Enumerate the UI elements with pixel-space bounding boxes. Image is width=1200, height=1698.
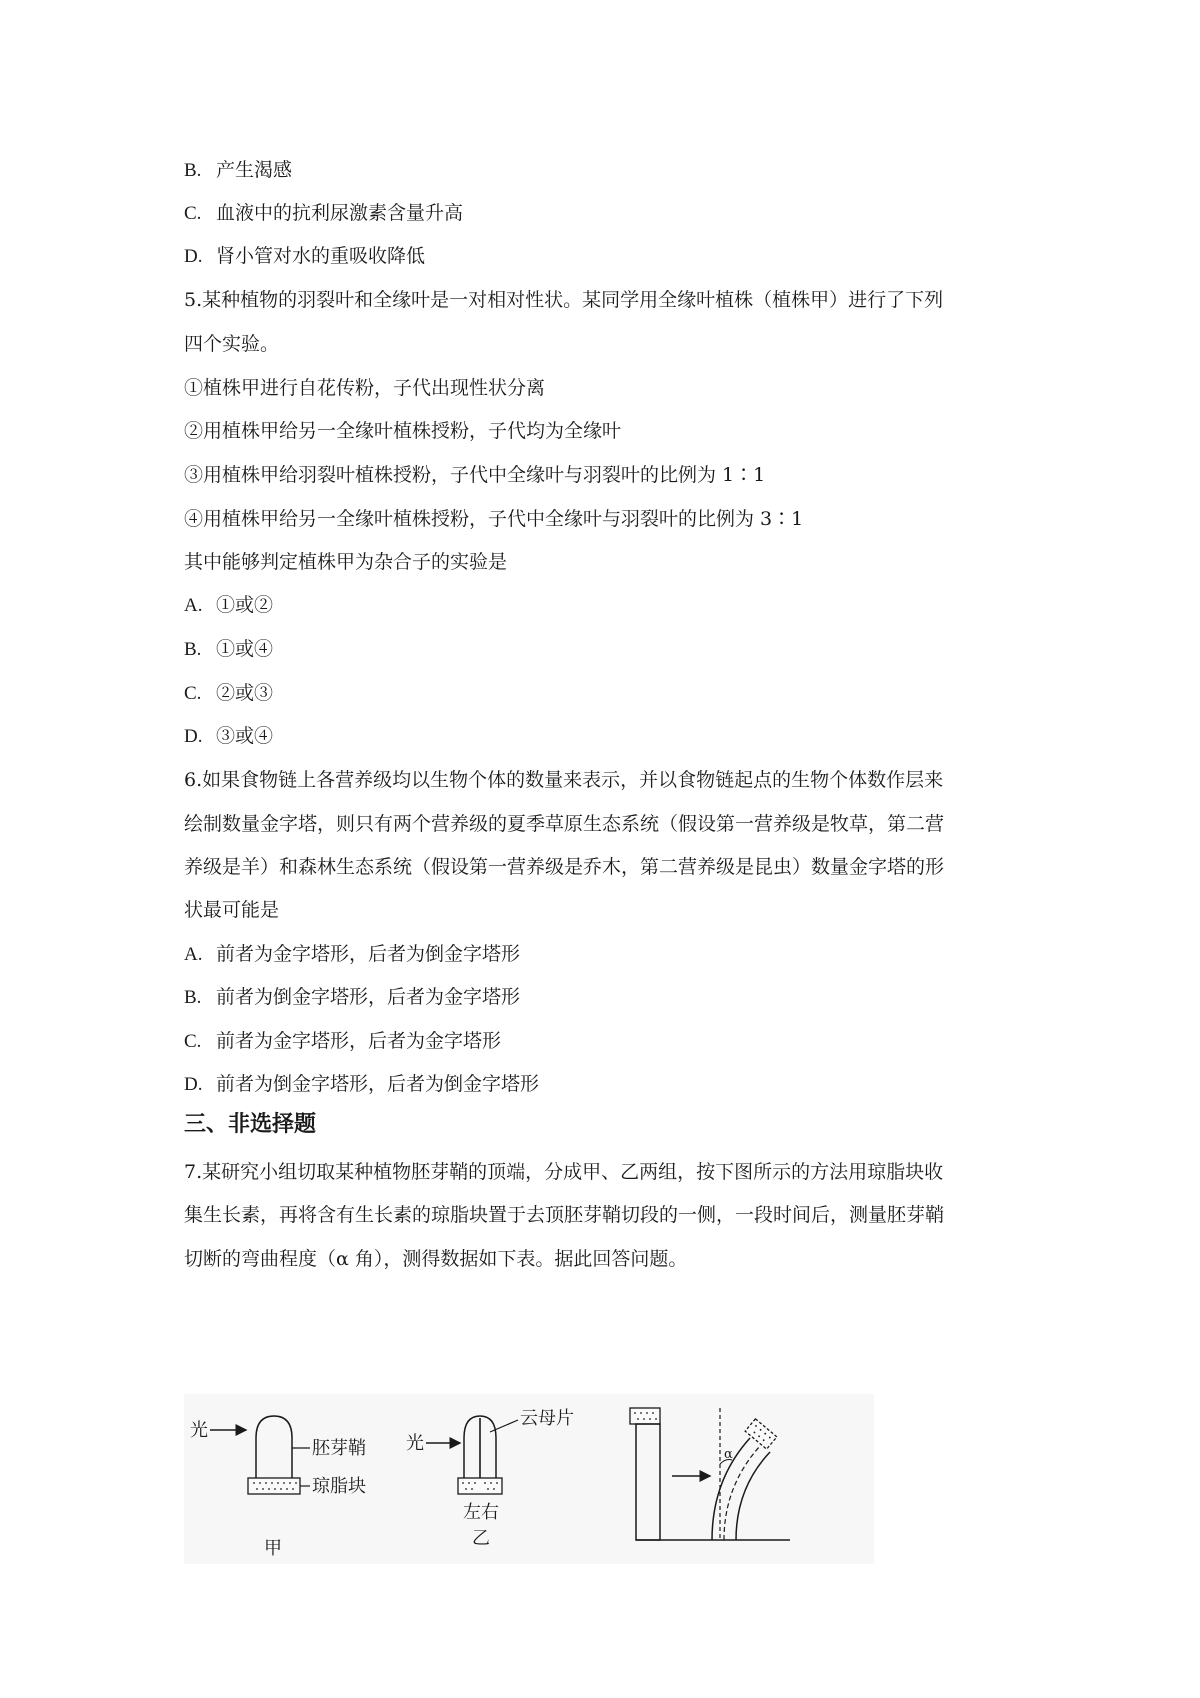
q7-stem-line2: 集生长素，再将含有生长素的琼脂块置于去顶胚芽鞘切段的一侧，一段时间后，测量胚芽鞘 [184, 1204, 945, 1226]
option-text: 前者为倒金字塔形，后者为倒金字塔形 [216, 1073, 540, 1095]
q6-option-d [184, 1071, 539, 1098]
option-letter: C. [184, 683, 202, 704]
q5-question: 其中能够判定植株甲为杂合子的实验是 [184, 551, 508, 573]
caption-a: 甲 [264, 1538, 282, 1559]
q5-option-c [184, 680, 273, 707]
section-title: 三、非选择题 [184, 1112, 317, 1137]
option-letter: B. [184, 639, 202, 660]
option-letter: A. [184, 944, 203, 965]
coleoptile-tip-a [256, 1416, 292, 1478]
q6-option-c [184, 1028, 501, 1055]
option-letter: B. [184, 987, 202, 1008]
option-text: 肾小管对水的重吸收降低 [216, 245, 426, 267]
label-mica: 云母片 [520, 1408, 574, 1429]
option-letter: A. [184, 595, 203, 616]
decapitated-segment [636, 1424, 660, 1540]
q5-experiment-4: ④用植株甲给另一全缘叶植株授粉，子代中全缘叶与羽裂叶的比例为 3∶1 [184, 508, 804, 530]
alpha-label: α [724, 1447, 733, 1462]
q6-option-a [184, 941, 520, 968]
q6-stem-line3: 养级是羊）和森林生态系统（假设第一营养级是乔木，第二营养级是昆虫）数量金字塔的形 [184, 856, 945, 878]
experiment-diagram [184, 1394, 874, 1564]
option-text: 前者为金字塔形，后者为金字塔形 [216, 1030, 502, 1052]
q6-stem-line4: 状最可能是 [184, 899, 280, 921]
q5-stem-line1: 5.某种植物的羽裂叶和全缘叶是一对相对性状。某同学用全缘叶植株（植株甲）进行了下列 [184, 289, 944, 311]
option-text: 产生渴感 [216, 159, 293, 181]
option-letter: B. [184, 160, 202, 181]
q4-option-d [184, 243, 425, 270]
q4-option-b [184, 157, 292, 184]
q5-option-b [184, 636, 273, 663]
caption-b: 乙 [472, 1528, 490, 1549]
option-text: ①或② [216, 594, 274, 616]
q5-option-a [184, 592, 273, 619]
option-letter: D. [184, 1074, 203, 1095]
q6-stem-line2: 绘制数量金字塔，则只有两个营养级的夏季草原生态系统（假设第一营养级是牧草，第二营 [184, 813, 945, 835]
bent-segment-right [736, 1452, 770, 1540]
q6-option-b [184, 984, 520, 1011]
label-agar: 琼脂块 [312, 1476, 366, 1497]
label-left-right: 左右 [463, 1502, 499, 1523]
agar-block-top [630, 1408, 660, 1424]
option-text: ③或④ [216, 725, 274, 747]
experiment-figure [184, 1394, 874, 1564]
q6-stem-line1: 6.如果食物链上各营养级均以生物个体的数量来表示，并以食物链起点的生物个体数作层来 [184, 769, 944, 791]
light-label-b: 光 [406, 1433, 424, 1454]
option-text: 前者为倒金字塔形，后者为金字塔形 [216, 986, 521, 1008]
q4-option-c [184, 200, 463, 227]
q5-experiment-1: ①植株甲进行自花传粉，子代出现性状分离 [184, 377, 546, 399]
option-text: 前者为金字塔形，后者为倒金字塔形 [216, 943, 521, 965]
agar-block-b [458, 1478, 502, 1494]
q7-stem-line3: 切断的弯曲程度（α 角），测得数据如下表。据此回答问题。 [184, 1248, 688, 1270]
option-text: ②或③ [216, 682, 274, 704]
q7-stem-line1: 7.某研究小组切取某种植物胚芽鞘的顶端，分成甲、乙两组，按下图所示的方法用琼脂块收 [184, 1161, 944, 1183]
q5-experiment-3: ③用植株甲给羽裂叶植株授粉，子代中全缘叶与羽裂叶的比例为 1∶1 [184, 464, 766, 486]
q5-experiment-2: ②用植株甲给另一全缘叶植株授粉，子代均为全缘叶 [184, 420, 622, 442]
option-letter: C. [184, 203, 202, 224]
option-letter: C. [184, 1031, 202, 1052]
agar-block-a [248, 1478, 300, 1494]
option-letter: D. [184, 246, 203, 267]
q5-option-d [184, 723, 273, 750]
option-letter: D. [184, 726, 203, 747]
option-text: 血液中的抗利尿激素含量升高 [216, 202, 464, 224]
option-text: ①或④ [216, 638, 274, 660]
label-coleoptile: 胚芽鞘 [312, 1438, 366, 1459]
agar-block-tilted [745, 1419, 777, 1449]
light-label-a: 光 [190, 1420, 208, 1441]
q5-stem-line2: 四个实验。 [184, 333, 280, 355]
